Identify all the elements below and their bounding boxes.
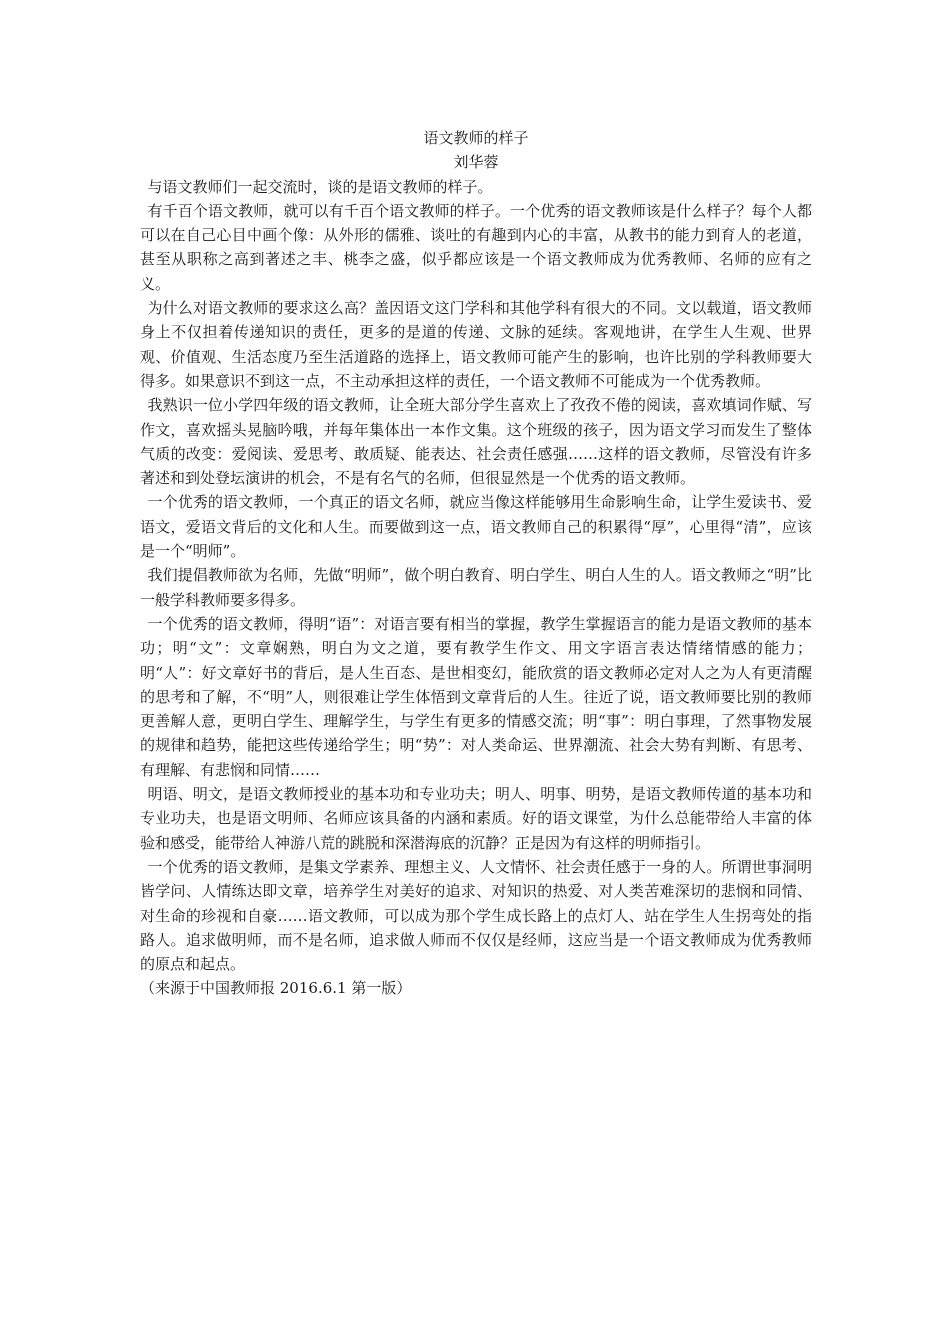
article-title: 语文教师的样子 (423, 129, 529, 147)
paragraph: 与语文教师们一起交流时，谈的是语文教师的样子。 (147, 177, 493, 196)
paragraph: 我们提倡教师欲为名师，先做“明师”，做个明白教育、明白学生、明白人生的人。语文教师之“明”比一般学科教师要多得多。 (140, 566, 812, 609)
source-note: （来源于中国教师报 2016.6.1 第一版） (140, 979, 412, 998)
paragraph: 明语、明文，是语文教师授业的基本功和专业功夫；明人、明事、明势，是语文教师传道的基本功和专业功夫，也是语文明师、名师应该具备的内涵和素质。好的语文课堂，为什么总能带给人丰富的体验和感受，能带给人神游八荒的跳脱和深潜海底的沉静？正是因为有这样的明师指引。 (140, 785, 812, 852)
paragraph: 我熟识一位小学四年级的语文教师，让全班大部分学生喜欢上了孜孜不倦的阅读，喜欢填词作赋、写作文，喜欢摇头晃脑吟哦，并每年集体出一本作文集。这个班级的孩子，因为语文学习而发生了整体气质的改变：爱阅读、爱思考、敢质疑、能表达、社会责任感强……这样的语文教师，尽管没有许多著述和到处登坛演讲的机会，不是有名气的名师，但很显然是一个优秀的语文教师。 (140, 396, 812, 488)
article-author: 刘华蓉 (453, 153, 499, 172)
article-body (140, 126, 812, 1001)
paragraph: 有千百个语文教师，就可以有千百个语文教师的样子。一个优秀的语文教师该是什么样子？每个人都可以在自己心目中画个像：从外形的儒雅、谈吐的有趣到内心的丰富，从教书的能力到育人的老道，甚至从职称之高到著述之丰、桃李之盛，似乎都应该是一个语文教师成为优秀教师、名师的应有之义。 (140, 201, 812, 293)
paragraph: 一个优秀的语文教师，是集文学素养、理想主义、人文情怀、社会责任感于一身的人。所谓世事洞明皆学问、人情练达即文章，培养学生对美好的追求、对知识的热爱、对人类苦难深切的悲悯和同情、对生命的珍视和自豪……语文教师，可以成为那个学生成长路上的点灯人、站在学生人生拐弯处的指路人。追求做明师，而不是名师，追求做人师而不仅仅是经师，这应当是一个语文教师成为优秀教师的原点和起点。 (140, 857, 812, 974)
paragraph: 为什么对语文教师的要求这么高？盖因语文这门学科和其他学科有很大的不同。文以载道，语文教师身上不仅担着传递知识的责任，更多的是道的传递、文脉的延续。客观地讲，在学生人生观、世界观、价值观、生活态度乃至生活道路的选择上，语文教师可能产生的影响，也许比别的学科教师要大得多。如果意识不到这一点，不主动承担这样的责任，一个语文教师不可能成为一个优秀教师。 (140, 299, 812, 390)
paragraph: 一个优秀的语文教师，一个真正的语文名师，就应当像这样能够用生命影响生命，让学生爱读书、爱语文，爱语文背后的文化和人生。而要做到这一点，语文教师自己的积累得“厚”，心里得“清”，应该是一个“明师”。 (140, 493, 812, 561)
paragraph: 一个优秀的语文教师，得明“语”：对语言要有相当的掌握，教学生掌握语言的能力是语文教师的基本功；明“文”：文章娴熟，明白为文之道，要有教学生作文、用文字语言表达情绪情感的能力；明“人”：好文章好书的背后，是人生百态、是世相变幻，能欣赏的语文教师必定对人之为人有更清醒的思考和了解，不“明”人，则很难让学生体悟到文章背后的人生。往近了说，语文教师要比别的教师更善解人意，更明白学生、理解学生，与学生有更多的情感交流；明“事”：明白事理，了然事物发展的规律和趋势，能把这些传递给学生；明“势”：对人类命运、世界潮流、社会大势有判断、有思考、有理解、有悲悯和同情…… (140, 614, 812, 779)
